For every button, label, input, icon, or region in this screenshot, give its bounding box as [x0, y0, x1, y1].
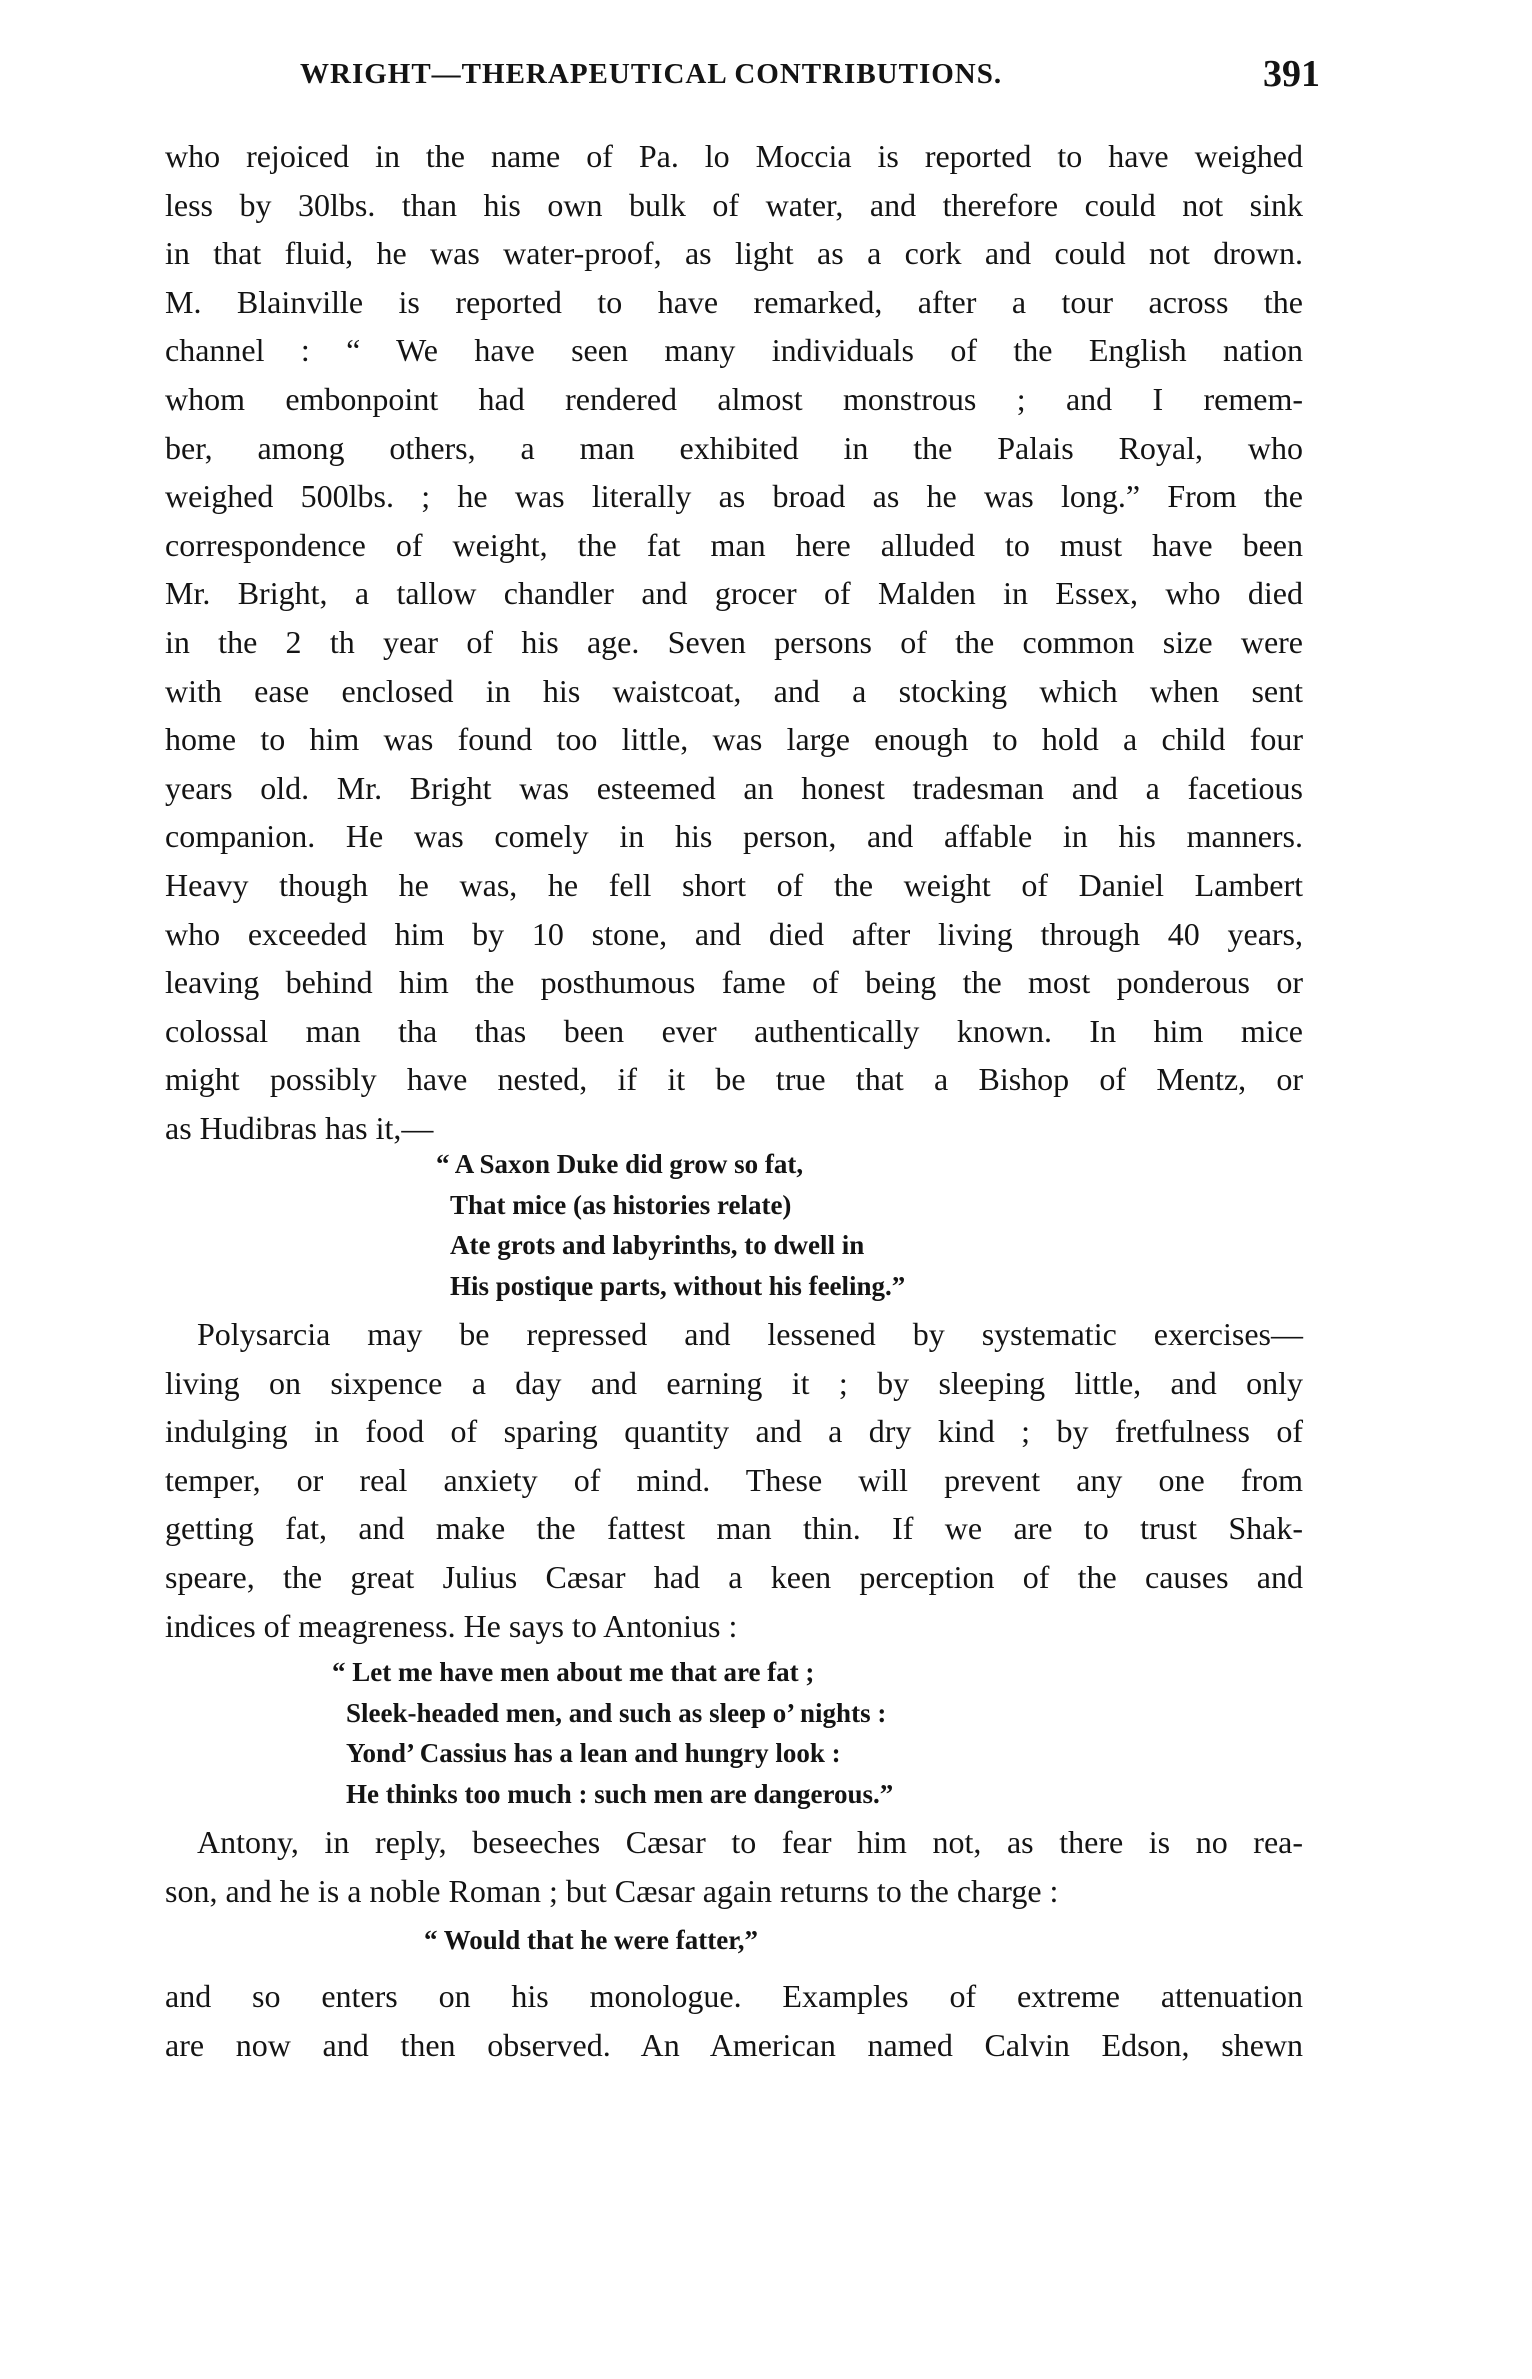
paragraph-4 — [165, 1972, 1303, 2069]
text-line: less by 30lbs. than his own bulk of water, and therefore could not sink — [165, 186, 1303, 223]
text-line: correspondence of weight, the fat man here alluded to must have been — [165, 526, 1303, 563]
page-number: 391 — [1263, 53, 1320, 95]
verse-line: His postique parts, without his feeling.” — [450, 1270, 906, 1301]
text-line: indices of meagreness. He says to Antonius : — [165, 1607, 738, 1644]
text-line: Heavy though he was, he fell short of the weight of Daniel Lambert — [165, 866, 1303, 903]
text-line: are now and then observed. An American named Calvin Edson, shewn — [165, 2026, 1303, 2063]
text-line: ber, among others, a man exhibited in the Palais Royal, who — [165, 429, 1303, 466]
text-line: M. Blainville is reported to have remarked, after a tour across the — [165, 283, 1303, 320]
verse-quote-caesar — [424, 1920, 758, 1961]
running-head: WRIGHT—THERAPEUTICAL CONTRIBUTIONS. — [300, 58, 1003, 90]
text-line: channel : “ We have seen many individuals of the English nation — [165, 332, 1303, 369]
text-line: Mr. Bright, a tallow chandler and grocer of Malden in Essex, who died — [165, 575, 1303, 612]
verse-line: “ Would that he were fatter,” — [424, 1925, 758, 1955]
paragraph-1 — [165, 132, 1303, 1152]
text-line: Antony, in reply, beseeches Cæsar to fear him not, as there is no rea- — [197, 1824, 1303, 1860]
text-line: with ease enclosed in his waistcoat, and a stocking which when sent — [165, 672, 1303, 709]
page-header — [300, 53, 1320, 106]
text-line: living on sixpence a day and earning it ; by sleeping little, and only — [165, 1364, 1303, 1401]
verse-line: That mice (as histories relate) — [450, 1189, 792, 1220]
text-line: companion. He was comely in his person, and affable in his manners. — [165, 818, 1303, 855]
text-line: in the 2 th year of his age. Seven persons of the common size were — [165, 623, 1303, 660]
text-line: who rejoiced in the name of Pa. lo Moccia is reported to have weighed — [165, 138, 1303, 174]
text-line: speare, the great Julius Cæsar had a keen perception of the causes and — [165, 1558, 1303, 1595]
text-line: as Hudibras has it,— — [165, 1109, 434, 1146]
verse-quote-hudibras — [436, 1144, 906, 1306]
verse-line: Ate grots and labyrinths, to dwell in — [450, 1230, 865, 1260]
verse-line: He thinks too much : such men are dangerous.” — [346, 1778, 894, 1809]
text-line: might possibly have nested, if it be true that a Bishop of Mentz, or — [165, 1061, 1303, 1098]
text-line: getting fat, and make the fattest man thin. If we are to trust Shak- — [165, 1510, 1303, 1547]
paragraph-3 — [165, 1818, 1303, 1915]
text-line: colossal man tha thas been ever authentically known. In him mice — [165, 1012, 1303, 1049]
text-line: temper, or real anxiety of mind. These will prevent any one from — [165, 1461, 1303, 1498]
verse-quote-shakespeare — [332, 1652, 894, 1814]
text-line: whom embonpoint had rendered almost monstrous ; and I remem- — [165, 380, 1303, 417]
verse-line: “ A Saxon Duke did grow so fat, — [436, 1149, 804, 1179]
text-line: leaving behind him the posthumous fame of being the most ponderous or — [165, 964, 1303, 1001]
verse-line: Yond’ Cassius has a lean and hungry look : — [346, 1738, 841, 1768]
text-line: and so enters on his monologue. Examples of extreme attenuation — [165, 1978, 1303, 2014]
text-line: son, and he is a noble Roman ; but Cæsar again returns to the charge : — [165, 1872, 1059, 1909]
text-line: years old. Mr. Bright was esteemed an honest tradesman and a facetious — [165, 769, 1303, 806]
verse-line: Sleek-headed men, and such as sleep o’ nights : — [346, 1697, 887, 1728]
text-line: indulging in food of sparing quantity and a dry kind ; by fretfulness of — [165, 1413, 1303, 1450]
text-line: Polysarcia may be repressed and lessened by systematic exercises— — [197, 1316, 1303, 1352]
text-line: in that fluid, he was water-proof, as light as a cork and could not drown. — [165, 235, 1303, 272]
paragraph-2 — [165, 1310, 1303, 1650]
text-line: who exceeded him by 10 stone, and died after living through 40 years, — [165, 915, 1303, 952]
text-line: home to him was found too little, was large enough to hold a child four — [165, 721, 1303, 758]
verse-line: “ Let me have men about me that are fat ; — [332, 1657, 815, 1687]
text-line: weighed 500lbs. ; he was literally as broad as he was long.” From the — [165, 478, 1303, 515]
